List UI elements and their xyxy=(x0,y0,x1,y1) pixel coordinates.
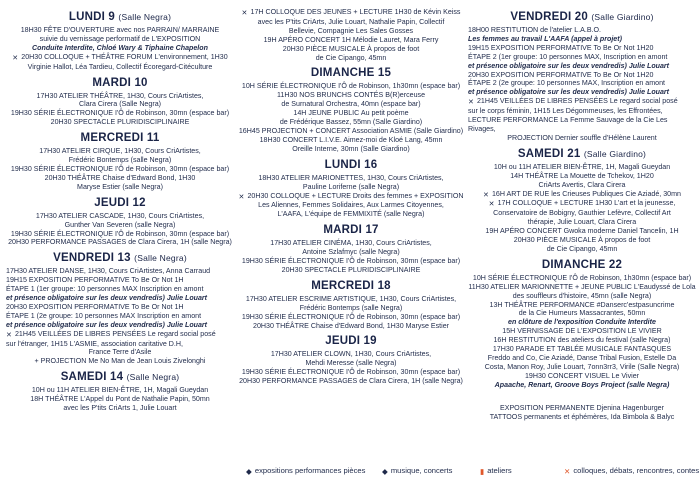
event-list xyxy=(468,274,696,390)
day-heading: VENDREDI 13 (Salle Negra) xyxy=(53,252,187,265)
event-list xyxy=(238,350,464,386)
event-list xyxy=(238,239,464,275)
event-list xyxy=(238,174,464,220)
event-line: Les Aliennes, Femmes Solidaires, Aux Larmes Citoyennes, xyxy=(258,201,444,210)
event-line: 18H00 RESTITUTION de l'atelier L.A.B.O. xyxy=(468,26,602,34)
event-line: 14H THÉÂTRE La Mouette de Tchekov, 1H20 xyxy=(510,171,654,180)
event-line: 17H30 ATELIER CIRQUE, 1H30, Cours CriArtistes, xyxy=(39,147,201,156)
event-line: 19H15 EXPOSITION PERFORMATIVE To Be Or Not 1H20 xyxy=(468,43,654,52)
event-line: ÉTAPE 2 (2e groupe: 10 personnes MAX, Inscription en amont xyxy=(468,79,666,88)
event-line: en clôture de l'exposition Conduite Interdite xyxy=(508,318,656,327)
legend-colloques: ✕ colloques, débats, rencontres, contes xyxy=(564,466,700,476)
colloque-icon: ✕ xyxy=(241,9,248,17)
day-heading: JEUDI 12 xyxy=(94,196,146,209)
event-line: 17H30 ATELIER DANSE, 1H30, Cours CriArtistes, Anna Carraud xyxy=(6,267,211,276)
event-line: 14H JEUNE PUBLIC Au petit poème xyxy=(293,109,409,118)
event-line: Les femmes au travail L'AAFA (appel à projet) xyxy=(468,34,622,43)
event-line: 20H30 THÉÂTRE Chaise d'Edward Bond, 1H30 xyxy=(44,173,196,182)
day-heading: LUNDI 16 xyxy=(324,158,378,171)
event-line: Apaache, Renart, Groove Boys Project (salle Negra) xyxy=(494,380,670,389)
event-line: 13H THÉÂTRE PERFORMANCE #Danserc'estpasuncrime xyxy=(489,300,675,309)
event-line: avec les P'tits CriArts, Julie Louart, Nathalie Papin, Collectif xyxy=(257,17,445,26)
event-line: Frédéric Bontemps (salle Negra) xyxy=(299,303,403,312)
event-line: 19H30 SÉRIE ÉLECTRONIQUE I'Ô de Robinson, 30mn (espace bar) xyxy=(241,257,461,266)
event-line: avec les P'tits CriArts 1, Julie Louart xyxy=(63,404,177,413)
event-line: sur l'étranger, 1H15 L'ASMIE, association caritative D.H, xyxy=(6,339,183,348)
event-line: 20H30 PIÈCE MUSICALE À propos de foot xyxy=(513,236,651,245)
legend-music: ◆ musique, concerts xyxy=(382,466,453,476)
colloque-icon: ✕ xyxy=(483,190,489,199)
event-line: ✕ 17H COLLOQUE DES JEUNES + LECTURE 1H30 de Kévin Keiss xyxy=(241,8,461,17)
colloque-icon: ✕ xyxy=(488,200,495,209)
event-line: Antoine Szlafmyc (salle Negra) xyxy=(302,248,400,257)
column-2 xyxy=(238,6,464,386)
event-line: 19H30 SÉRIE ÉLECTRONIQUE I'Ô de Robinson, 30mn (espace bar) xyxy=(10,164,230,173)
event-list xyxy=(6,267,234,366)
event-line: Maryse Estier (salle Negra) xyxy=(77,182,163,191)
event-line: ÉTAPE 2 (1er groupe: 10 personnes MAX, Inscription en amont xyxy=(468,52,668,61)
event-line: et présence obligatoire sur les deux vendredis) Julie Louart xyxy=(6,320,208,329)
event-list xyxy=(6,92,234,128)
event-line: 20H30 THÉÂTRE Chaise d'Edward Bond, 1H30 Maryse Estier xyxy=(253,321,449,330)
event-line: 19H APÉRO CONCERT Gwoka moderne Daniel Tancelin, 1H xyxy=(485,227,679,236)
event-line: ✕ 17H COLLOQUE + LECTURE 1H30 L'art et la jeunesse, xyxy=(488,199,676,209)
event-line: 10H SÉRIE ÉLECTRONIQUE I'Ô de Robinson, 1h30mn (espace bar) xyxy=(472,273,692,282)
day-heading: MERCREDI 11 xyxy=(80,132,160,145)
music-icon: ◆ xyxy=(382,467,388,476)
event-line: suivie du vernissage performatif de L'EXPOSITION xyxy=(39,34,201,43)
event-line: 19H30 CONCERT VISUEL Le Vivier xyxy=(524,371,640,380)
day-heading: MARDI 17 xyxy=(323,224,379,237)
event-line: Mehdi Meresse (salle Negra) xyxy=(305,359,397,368)
day-heading: DIMANCHE 15 xyxy=(310,67,392,80)
event-line: 10H ou 11H ATELIER BIEN-ÊTRE, 1H, Magali Gueydan xyxy=(493,162,671,171)
event-line: Virginie Hallot, Léa Tardieu, Collectif Écoregard-Citéculture xyxy=(27,62,213,71)
event-line: Costa, Manon Roy, Julie Louart, 7onn3rr3, Virile (Salle Negra) xyxy=(484,362,680,371)
event-line: 11H30 NOS BRUNCHS CONTÉS B(R)erceuse xyxy=(276,91,426,100)
event-line: Clara Cirera (Salle Negra) xyxy=(79,100,161,109)
day-heading: MARDI 10 xyxy=(92,76,148,89)
event-list xyxy=(468,163,696,254)
event-list xyxy=(238,8,464,62)
event-line: 18H30 FÊTE D'OUVERTURE avec nos PARRAIN/ MARRAINE xyxy=(20,26,220,34)
event-line: 20H30 PERFORMANCE PASSAGES de Clara Cirera, 1H (salle Negra) xyxy=(8,238,232,247)
event-line: Bellevie, Compagnie Les Sales Gosses xyxy=(288,26,414,35)
event-line: de la Cie Humeurs Massacrantes, 50mn xyxy=(518,309,646,318)
event-line: Pauline Loriferne (salle Negra) xyxy=(302,182,400,191)
day-heading: DIMANCHE 22 xyxy=(541,258,623,271)
event-line: 18H30 ATELIER MARIONETTES, 1H30, Cours CriArtistes, xyxy=(258,173,444,182)
event-line: 11H30 ATELIER MARIONNETTE + JEUNE PUBLIC L'Eaudyssé de Lola xyxy=(468,282,696,291)
event-line: et présence obligatoire sur les deux vendredis) Julie Louart xyxy=(468,61,670,70)
event-line: LECTURE PERFORMANCE La Femme Sauvage de la Cie Les Rivages, xyxy=(468,116,668,133)
event-line: 17H30 ATELIER ESCRIME ARTISTIQUE, 1H30, Cours CriArtistes, xyxy=(245,294,457,303)
performance-icon: ◆ xyxy=(246,467,252,476)
permanent-exhibition-note xyxy=(468,404,696,422)
event-line: et présence obligatoire sur les deux vendredis) Julie Louart xyxy=(6,294,208,303)
event-line: CriArts Avertis, Clara Cirera xyxy=(538,180,626,189)
day-heading: LUNDI 9 (Salle Negra) xyxy=(68,11,172,23)
event-line: de Frédérique Bassez, 55mn (Salle Giardino) xyxy=(279,118,423,127)
day-heading: SAMEDI 14 (Salle Negra) xyxy=(60,371,180,384)
event-line: L'AAFA, L'équipe de FEMMIXITÉ (salle Negra) xyxy=(277,210,425,219)
atelier-icon: ▮ xyxy=(480,467,485,476)
event-line: de Cie Cipango, 45mn xyxy=(546,244,618,253)
event-line: 17H30 ATELIER THÉÂTRE, 1H30, Cours CriArtistes, xyxy=(36,91,204,100)
day-heading: SAMEDI 21 (Salle Giardino) xyxy=(517,147,647,160)
event-line: France Terre d'Asile xyxy=(88,348,152,357)
column-1 xyxy=(6,6,234,413)
event-line: ✕ 21H45 VEILLÉES DE LIBRES PENSÉES Le regard social posé xyxy=(6,329,216,339)
event-line: thérapie, Julie Louart, Clara Cirera xyxy=(527,218,637,227)
legend-ateliers: ▮ ateliers xyxy=(480,466,512,476)
event-list xyxy=(468,26,696,143)
event-line: sur le corps féminin, 1H15 Les Dégommeuses, les Effrontées, xyxy=(468,107,663,116)
event-line: Oreille Interne, 30mn (Salle Giardino) xyxy=(292,144,410,153)
colloque-icon: ✕ xyxy=(6,330,12,339)
event-line: Conservatoire de Bobigny, Gauthier Lefèvre, Collectif Art xyxy=(493,209,671,218)
event-line: 20H30 EXPOSITION PERFORMATIVE To Be Or Not 1H20 xyxy=(468,70,654,79)
colloque-icon: ✕ xyxy=(238,192,245,201)
event-line: PROJECTION Dernier souffle d'Hélène Laurent xyxy=(507,133,657,142)
event-line: + PROJECTION Me No Man de Jean Louis Zivelonghi xyxy=(34,357,206,366)
legend-expo: ◆ expositions performances pièces xyxy=(246,466,366,476)
event-line: ✕ 21H45 VEILLÉES DE LIBRES PENSÉES Le regard social posé xyxy=(468,97,678,107)
event-line: ✕ 20H30 COLLOQUE + LECTURE Droits des femmes + EXPOSITION xyxy=(238,191,464,201)
event-line: 18H THÉÂTRE L'Appel du Pont de Nathalie Papin, 50mn xyxy=(30,395,210,404)
event-line: 19H30 SÉRIE ÉLECTRONIQUE I'Ô de Robinson, 30mn (espace bar) xyxy=(241,312,461,321)
event-line: Gunther Van Severen (salle Negra) xyxy=(64,220,176,229)
event-line: 10H ou 11H ATELIER BIEN-ÊTRE, 1H, Magali Gueydan xyxy=(31,386,209,395)
event-line: 20H30 EXPOSITION PERFORMATIVE To Be Or Not 1H xyxy=(6,302,184,311)
event-line: 19H APÉRO CONCERT 1H Mélodie Lauret, Mara Ferry xyxy=(263,35,439,44)
event-line: 17H30 ATELIER CLOWN, 1H30, Cours CriArtistes, xyxy=(270,350,432,359)
event-line: 17H30 ATELIER CASCADE, 1H30, Cours CriArtistes, xyxy=(35,211,205,220)
event-line: 18H30 CONCERT L.I.V.E. Aimez-moi de Kloé Lang, 45mn xyxy=(259,135,443,144)
event-line: 17H30 ATELIER CINÉMA, 1H30, Cours CriArtistes, xyxy=(270,239,432,248)
event-line: ✕ 16H ART DE RUE les Crieuses Publiques Cie Aziadé, 30mn xyxy=(483,189,681,199)
event-line: de Surnatural Orchestra, 40mn (espace bar) xyxy=(281,100,421,109)
event-line: Conduite Interdite, Chloé Wary & Tiphaine Chapelon xyxy=(32,43,208,52)
event-line: 20H30 SPECTACLE PLURIDISCIPLINAIRE xyxy=(281,265,421,274)
event-line: 16H45 PROJECTION + CONCERT Association ASMIE (Salle Giardino) xyxy=(238,126,464,135)
colloque-icon: ✕ xyxy=(12,53,19,62)
event-line: 20H30 PERFORMANCE PASSAGES de Clara Cirera, 1H (salle Negra) xyxy=(239,377,463,386)
colloque-icon: ✕ xyxy=(564,467,571,476)
event-line: 15H VERNISSAGE DE L'EXPOSITION LE VIVIER xyxy=(502,327,662,336)
event-line: et présence obligatoire sur les deux vendredis) Julie Louart xyxy=(468,88,670,97)
event-line: 16H RESTITUTION des ateliers du festival (salle Negra) xyxy=(493,336,671,345)
event-line: 20H30 PIÈCE MUSICALE À propos de foot xyxy=(282,44,420,53)
note-line: TATTOOS permanents et éphémères, Ida Bimbola & Balyc xyxy=(489,412,675,421)
event-line: Freddo and Co, Cie Aziadé, Danse Tribal Fusion, Estelle Da xyxy=(487,354,677,362)
event-list xyxy=(6,26,234,72)
event-line: ÉTAPE 1 (2e groupe: 10 personnes MAX Inscription en amont xyxy=(6,311,202,320)
colloque-icon: ✕ xyxy=(468,98,474,107)
day-heading: MERCREDI 18 xyxy=(311,279,391,292)
day-heading: VENDREDI 20 (Salle Giardino) xyxy=(510,11,654,23)
event-list xyxy=(238,82,464,153)
event-line: des souffleurs d'histoire, 45mn (salle Negra) xyxy=(512,291,652,300)
event-list xyxy=(6,386,234,413)
event-list xyxy=(6,147,234,192)
event-line: de Cie Cipango, 45mn xyxy=(315,53,387,62)
event-line: Frédéric Bontemps (salle Negra) xyxy=(68,156,172,165)
event-line: 19H15 EXPOSITION PERFORMATIVE To Be Or Not 1H xyxy=(6,276,184,285)
event-line: 19H30 SÉRIE ÉLECTRONIQUE I'Ô de Robinson, 30mn (espace bar) xyxy=(241,368,461,377)
event-line: ✕ 20H30 COLLOQUE + THÉÂTRE FORUM L'environnement, 1H30 xyxy=(12,52,228,62)
event-list xyxy=(6,212,234,248)
event-line: 20H30 SPECTACLE PLURIDISCIPLINAIRE xyxy=(50,118,190,127)
event-line: 19H30 SÉRIE ÉLECTRONIQUE I'Ô de Robinson, 30mn (espace bar) xyxy=(10,229,230,238)
note-line: EXPOSITION PERMANENTE Djenina Hagenburger xyxy=(499,403,664,412)
event-line: 17H30 PARADE ET TABLÉE MUSICALE FANTASQUES xyxy=(492,345,672,354)
event-line: ÉTAPE 1 (1er groupe: 10 personnes MAX Inscription en amont xyxy=(6,285,204,294)
column-3 xyxy=(468,6,696,422)
event-list xyxy=(238,295,464,331)
event-line: 10H SÉRIE ÉLECTRONIQUE I'Ô de Robinson, 1h30mn (espace bar) xyxy=(241,82,461,91)
event-line: 19H30 SÉRIE ÉLECTRONIQUE I'Ô de Robinson, 30mn (espace bar) xyxy=(10,109,230,118)
day-heading: JEUDI 19 xyxy=(325,335,377,348)
